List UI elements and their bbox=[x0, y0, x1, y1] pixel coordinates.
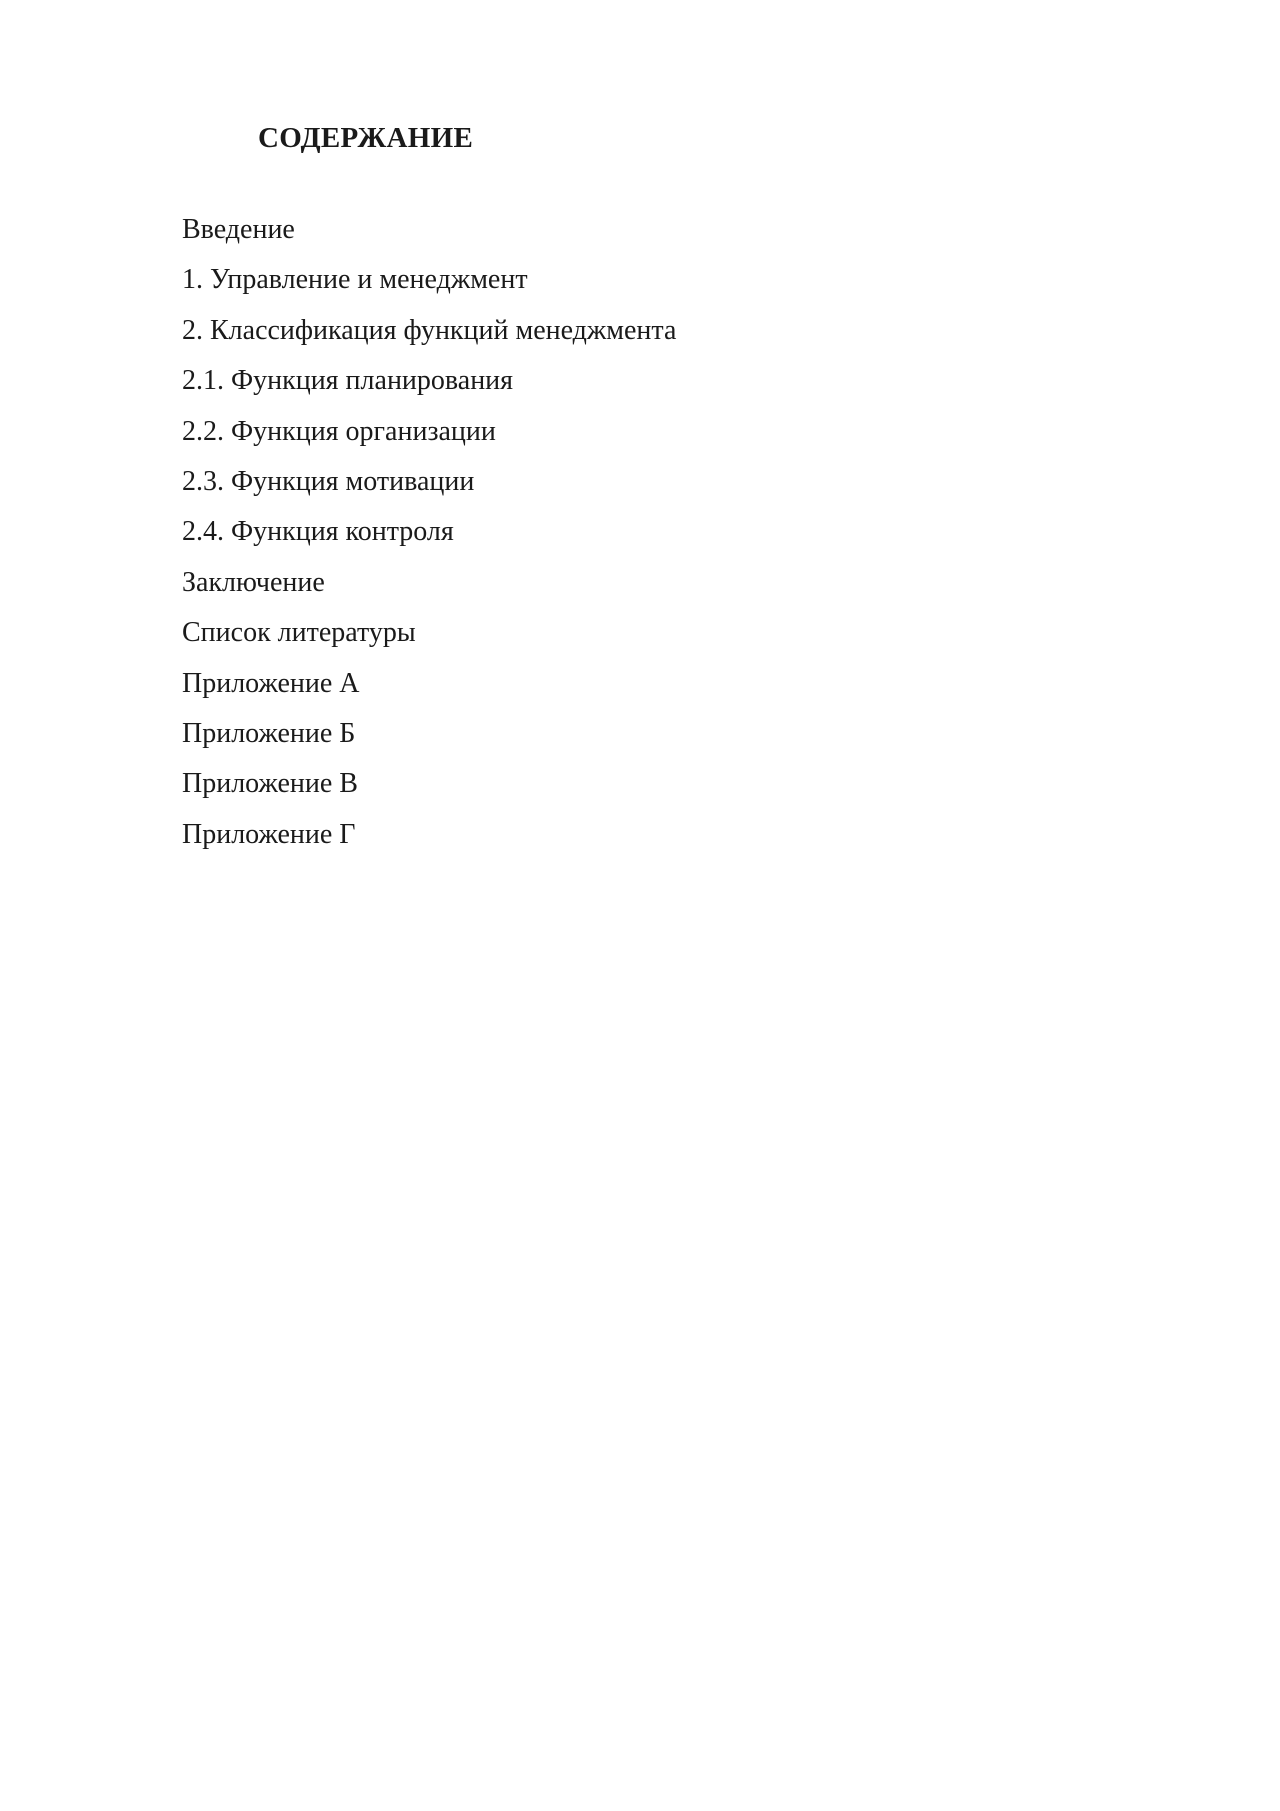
toc-item-section-2-4: 2.4. Функция контроля bbox=[182, 516, 454, 548]
table-of-contents bbox=[182, 210, 676, 865]
toc-item-section-2-3: 2.3. Функция мотивации bbox=[182, 465, 475, 497]
toc-item-section-2: 2. Классификация функций менеджмента bbox=[182, 314, 677, 346]
page-title: СОДЕРЖАНИЕ bbox=[258, 122, 474, 154]
toc-item-section-2-2: 2.2. Функция организации bbox=[182, 415, 496, 447]
toc-item-section-2-1: 2.1. Функция планирования bbox=[182, 365, 514, 397]
toc-item-bibliography: Список литературы bbox=[182, 617, 416, 649]
toc-item-appendix-b: Приложение Б bbox=[182, 717, 356, 749]
toc-item-section-1: 1. Управление и менеджмент bbox=[182, 264, 528, 296]
toc-item-appendix-g: Приложение Г bbox=[182, 818, 356, 850]
toc-item-conclusion: Заключение bbox=[182, 566, 325, 598]
toc-item-introduction: Введение bbox=[182, 214, 295, 245]
toc-item-appendix-v: Приложение В bbox=[182, 768, 358, 800]
toc-item-appendix-a: Приложение А bbox=[182, 667, 360, 699]
